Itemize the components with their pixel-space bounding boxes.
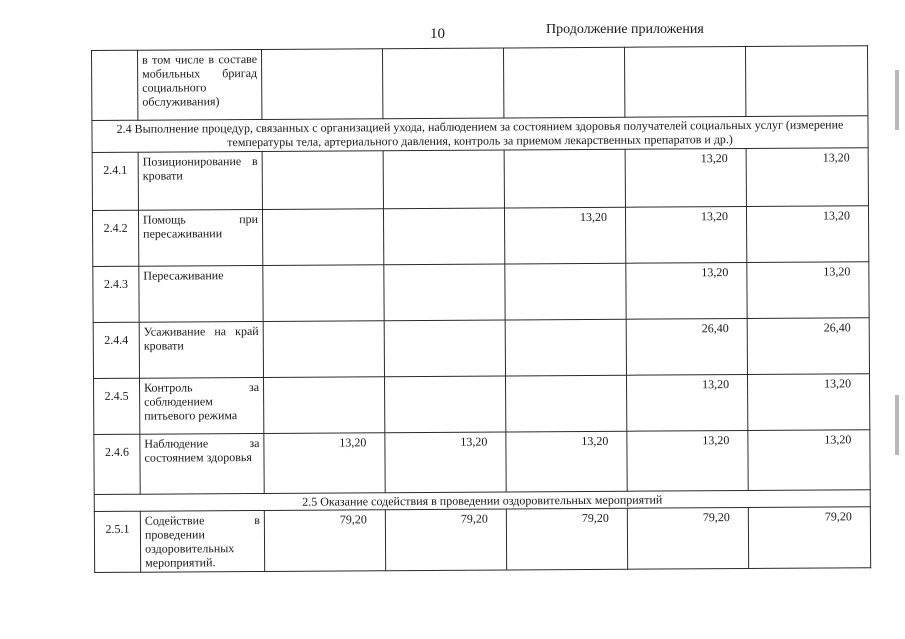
row-value [503,47,624,118]
row-name: Усаживание на край кровати [139,321,263,378]
row-value: 79,20 [506,508,627,570]
row-value: 26,40 [626,318,747,375]
row-code: 2.4.3 [93,266,139,322]
row-name: в том числе в составе мобильных бригад социального обслуживания) [138,49,262,120]
table-row [94,374,870,435]
row-value [383,150,504,209]
row-code [92,50,138,120]
row-code: 2.4.1 [92,152,138,210]
row-name: Позиционирование в кровати [138,151,262,210]
row-value [504,149,625,208]
row-value: 13,20 [264,433,385,494]
page-caption: Продолжение приложения [546,22,704,37]
row-value: 13,20 [504,207,625,264]
row-value: 13,20 [746,148,868,207]
row-value [505,319,626,376]
row-value: 13,20 [625,206,746,263]
row-name: Содействие в проведении оздоровительных мероприятий. [140,510,264,572]
row-value: 13,20 [627,430,748,491]
row-value: 13,20 [748,430,870,491]
table-row [94,507,870,573]
page-number: 10 [430,26,445,42]
row-value: 13,20 [626,262,747,319]
row-value [383,208,504,265]
row-value [263,265,384,322]
scan-edge-mark [895,395,899,455]
row-value: 79,20 [385,509,506,571]
row-code: 2.4.2 [92,210,138,266]
scan-edge-mark [895,70,899,130]
row-value [261,49,382,120]
row-value: 13,20 [626,374,747,431]
row-value [745,46,867,117]
row-value [382,48,503,119]
table-row [93,318,869,379]
row-value [262,209,383,266]
section-heading: 2.5 Оказание содействия в проведении оздоровительных мероприятий [94,490,870,512]
row-value: 13,20 [506,431,627,492]
row-code: 2.4.5 [94,378,140,434]
table-row [92,206,868,267]
row-value: 26,40 [747,318,869,375]
row-value: 13,20 [625,149,746,208]
row-code: 2.4.6 [94,434,140,494]
row-value: 79,20 [264,510,385,572]
row-name: Наблюдение за состоянием здоровья [140,433,264,494]
row-value [384,264,505,321]
section-heading: 2.4 Выполнение процедур, связанных с организацией ухода, наблюдением за состоянием здоровья получателей социальных услуг (измерение температуры тела, артериального давления, контроль за приемом лекарственных препаратов и др.) [92,116,868,153]
row-name: Контроль за соблюдением питьевого режима [140,377,264,434]
row-name: Помощь при пересаживании [138,209,262,266]
row-value [624,47,745,118]
table-row [93,262,869,323]
row-value: 13,20 [747,374,869,431]
row-value [262,151,383,210]
row-value [384,320,505,377]
row-name: Пересаживание [139,265,263,322]
row-value [505,375,626,432]
row-value: 13,20 [747,262,869,319]
row-value [264,377,385,434]
table-row [94,430,870,495]
section-row [92,116,868,153]
row-value [505,263,626,320]
row-value [263,321,384,378]
table-row [92,46,868,121]
table-row [92,148,868,211]
row-code: 2.5.1 [94,511,140,572]
row-value [385,376,506,433]
row-value: 79,20 [748,507,870,569]
row-code: 2.4.4 [93,322,139,378]
tariff-table [91,45,871,573]
row-value: 13,20 [746,206,868,263]
row-value: 79,20 [627,507,748,569]
row-value: 13,20 [385,432,506,493]
